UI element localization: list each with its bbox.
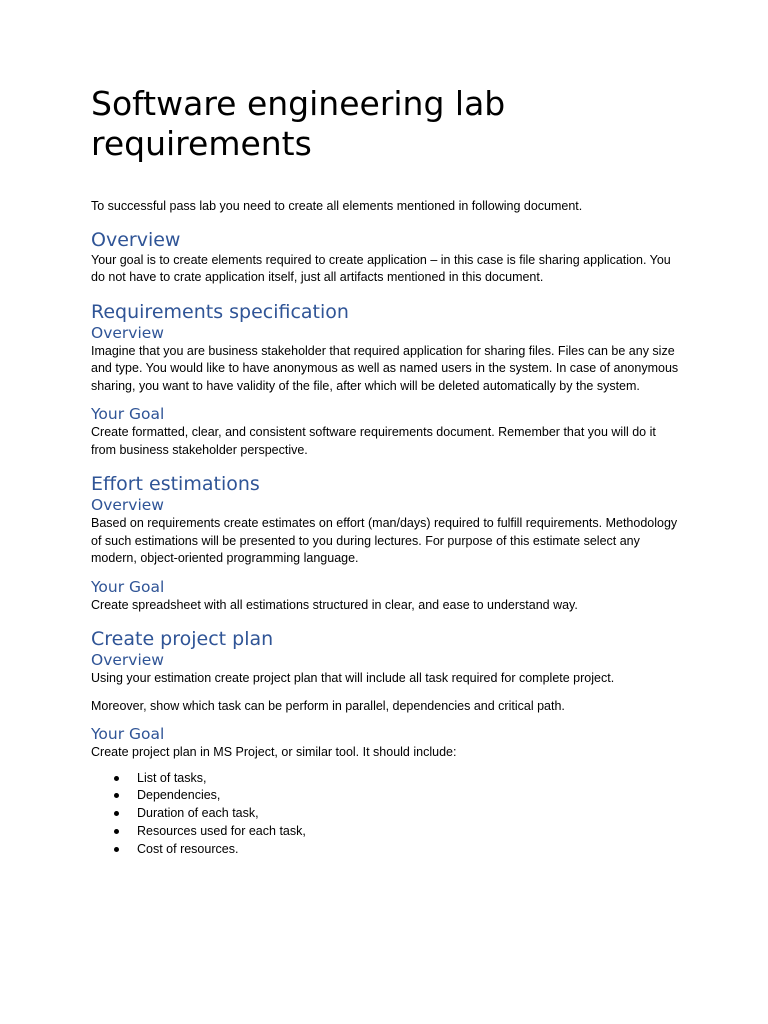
plan-overview-heading: Overview [91, 651, 164, 669]
list-item: List of tasks, [91, 770, 681, 788]
bullet-icon [114, 847, 119, 852]
document-page [91, 84, 681, 858]
requirements-goal-heading: Your Goal [91, 405, 165, 423]
bullet-icon [114, 829, 119, 834]
list-item: Resources used for each task, [91, 823, 681, 841]
overview-paragraph: Your goal is to create elements required to create application – in this case is file sharing application. You do not have to crate application itself, just all artifacts mentioned in this document. [91, 252, 671, 284]
bullet-icon [114, 811, 119, 816]
requirements-overview-heading: Overview [91, 323, 164, 342]
plan-overview-paragraph-2: Moreover, show which task can be perform in parallel, dependencies and critical path. [91, 698, 565, 713]
plan-goal-heading: Your Goal [91, 725, 165, 743]
requirements-overview-paragraph: Imagine that you are business stakeholder that required application for sharing files. Files can be any size and type. You would like to have anonymous as well as named users in the system. In case of anonymous sharing, you want to have validity of the file, after which will be deleted automatically by the system. [91, 343, 679, 393]
overview-heading: Overview [91, 228, 181, 251]
effort-goal-paragraph: Create spreadsheet with all estimations structured in clear, and ease to understand way. [91, 597, 578, 612]
bullet-icon [114, 776, 119, 781]
effort-heading: Effort estimations [91, 473, 260, 495]
plan-overview-paragraph-1: Using your estimation create project plan that will include all task required for complete project. [91, 671, 615, 685]
plan-items-list [91, 770, 681, 859]
effort-overview-paragraph: Based on requirements create estimates on effort (man/days) required to fulfill requirements. Methodology of such estimations will be presented to you during lectures. For purpose of this estimate select any modern, object-oriented programming language. [91, 516, 678, 565]
requirements-heading: Requirements specification [91, 300, 349, 323]
list-item: Cost of resources. [91, 841, 681, 859]
document-title: Software engineering lab requirements [91, 84, 506, 163]
effort-goal-heading: Your Goal [91, 577, 165, 596]
requirements-goal-paragraph: Create formatted, clear, and consistent software requirements document. Remember that you will do it from business stakeholder perspective. [91, 425, 656, 457]
plan-heading: Create project plan [91, 628, 274, 650]
plan-goal-paragraph: Create project plan in MS Project, or similar tool. It should include: [91, 745, 457, 759]
intro-paragraph: To successful pass lab you need to create all elements mentioned in following document. [91, 199, 583, 213]
bullet-icon [114, 793, 119, 798]
list-item: Duration of each task, [91, 805, 681, 823]
list-item: Dependencies, [91, 787, 681, 805]
effort-overview-heading: Overview [91, 496, 164, 514]
